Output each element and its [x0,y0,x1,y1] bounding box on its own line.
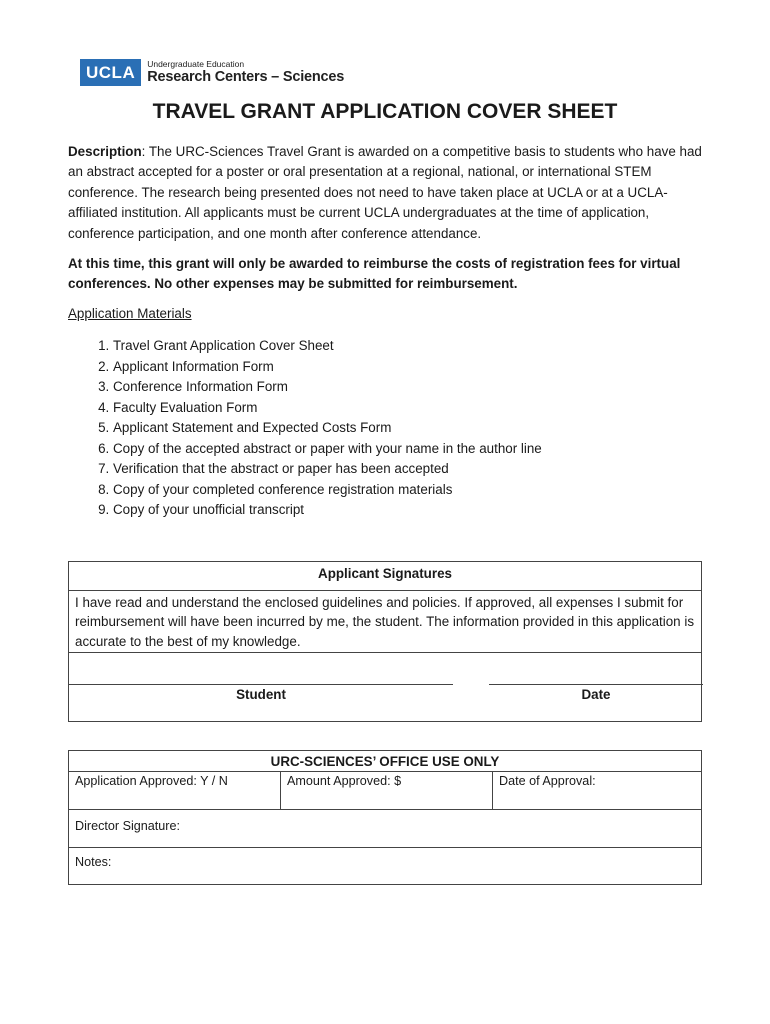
materials-item: 7. Verification that the abstract or paper has been accepted [113,459,713,480]
signatures-statement: I have read and understand the enclosed guidelines and policies. If approved, all expenses I submit for reimbursement will have been incurred by me, the student. The information provided in this application is accurate to the best of my knowledge. [69,591,701,653]
office-row [69,771,701,810]
applicant-signatures-table [68,561,702,722]
materials-item: 3. Conference Information Form [113,377,713,398]
date-of-approval-field[interactable]: Date of Approval: [493,771,701,809]
signatures-heading: Applicant Signatures [69,562,701,591]
amount-approved-field[interactable]: Amount Approved: $ [281,771,493,809]
materials-item: 4. Faculty Evaluation Form [113,398,713,419]
office-use-table [68,750,702,885]
materials-heading: Application Materials [68,306,192,321]
ucla-logo [80,58,344,86]
materials-item: 5. Applicant Statement and Expected Costs Form [113,418,713,439]
materials-item: 1. Travel Grant Application Cover Sheet [113,336,713,357]
materials-item: 8. Copy of your completed conference registration materials [113,480,713,501]
student-signature-line[interactable] [69,684,453,685]
director-signature-field[interactable]: Director Signature: [69,810,701,848]
registration-notice: At this time, this grant will only be awarded to reimburse the costs of registration fees for virtual conferences. No other expenses may be submitted for reimbursement. [68,256,681,292]
logo-line2: Research Centers – Sciences [147,69,345,85]
logo-mark: UCLA [80,59,141,86]
logo-text [147,60,344,85]
materials-item: 2. Applicant Information Form [113,357,713,378]
materials-item: 9. Copy of your unofficial transcript [113,500,713,521]
date-signature-line[interactable] [489,684,703,685]
materials-item: 6. Copy of the accepted abstract or paper with your name in the author line [113,439,713,460]
description-text: : The URC-Sciences Travel Grant is awarded on a competitive basis to students who have had an abstract accepted for a poster or oral presentation at a regional, national, or international STEM conference. The research being presented does not need to have taken place at UCLA or at a UCLA-affiliated institution. All applicants must be current UCLA undergraduates at the time of application, conference participation, and one month after conference attendance. [68,144,702,241]
application-approved-field[interactable]: Application Approved: Y / N [69,771,281,809]
notes-field[interactable]: Notes: [75,855,112,869]
logo-line1: Undergraduate Education [147,58,245,69]
office-heading: URC-SCIENCES’ OFFICE USE ONLY [270,754,500,769]
student-label: Student [236,687,286,702]
description-paragraph [68,142,708,244]
page-title: TRAVEL GRANT APPLICATION COVER SHEET [152,100,618,123]
date-label: Date [581,687,611,702]
materials-list [68,336,713,521]
description-label: Description [68,144,142,159]
